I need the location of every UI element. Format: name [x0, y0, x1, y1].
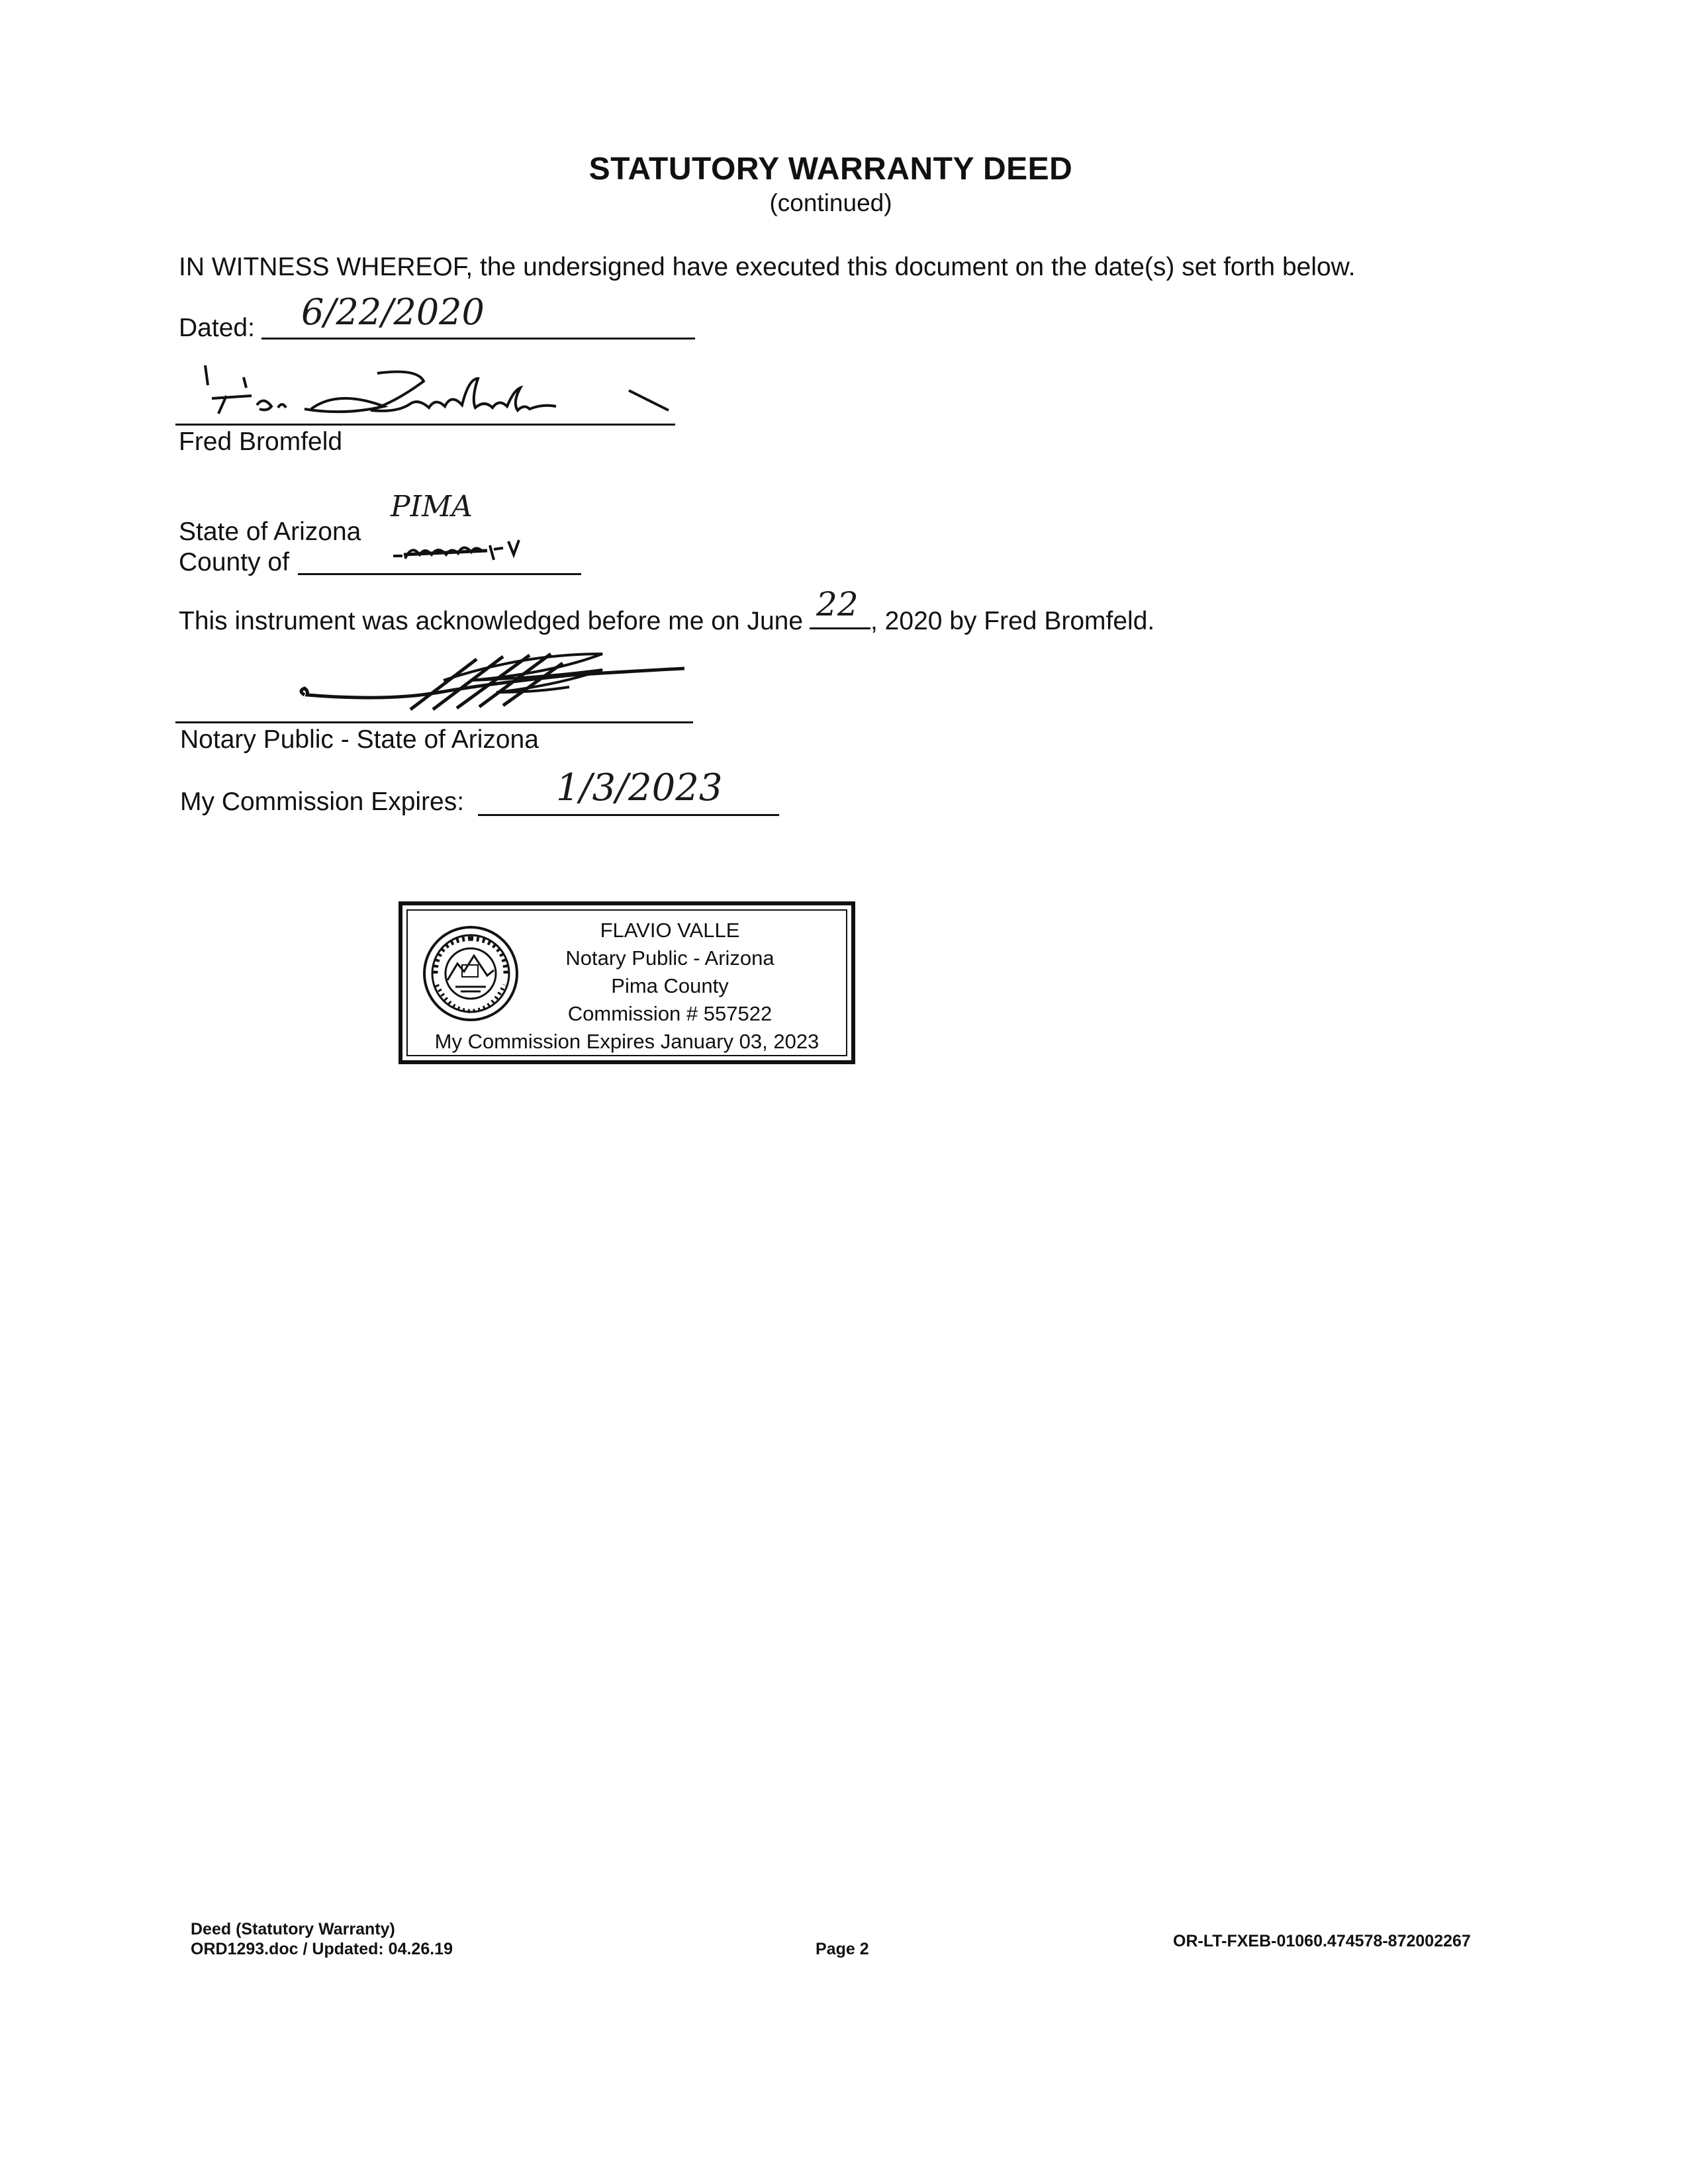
notary-signature-icon — [291, 641, 688, 720]
dated-handwritten: 6/22/2020 — [301, 291, 485, 333]
stamp-expiration: My Commission Expires January 03, 2023 — [434, 1030, 820, 1053]
county-handwritten: PIMA — [391, 490, 473, 523]
document-subtitle: (continued) — [769, 189, 892, 216]
commission-line — [478, 814, 779, 816]
acknowledgment-day-line — [810, 585, 870, 629]
signer-name: Fred Bromfeld — [179, 428, 343, 456]
witness-statement: IN WITNESS WHEREOF, the undersigned have executed this document on the date(s) set forth below. — [179, 253, 1356, 281]
notary-signature-line — [175, 721, 693, 723]
footer-left — [191, 1919, 453, 1959]
notary-stamp-inner-border — [406, 909, 847, 1056]
commission-label: My Commission Expires: — [180, 788, 465, 816]
dated-line — [261, 338, 695, 340]
county-line — [298, 573, 581, 575]
notary-title: Notary Public - State of Arizona — [180, 725, 539, 754]
footer-page-number: Page 2 — [816, 1940, 869, 1958]
commission-handwritten: 1/3/2023 — [556, 766, 723, 809]
footer-doc-ref: ORD1293.doc / Updated: 04.26.19 — [191, 1940, 453, 1958]
county-correction-scribble-icon — [391, 536, 530, 573]
notary-stamp — [399, 901, 855, 1064]
footer-doc-type: Deed (Statutory Warranty) — [191, 1920, 395, 1938]
county-label: County of — [179, 548, 289, 576]
acknowledgment-text — [179, 585, 1155, 636]
dated-label: Dated: — [179, 314, 255, 342]
state-label: State of Arizona — [179, 518, 361, 546]
acknowledgment-after: , 2020 by Fred Bromfeld. — [870, 607, 1155, 635]
stamp-commission-number: Commission # 557522 — [567, 1002, 773, 1025]
stamp-notary-name: FLAVIO VALLE — [600, 919, 740, 942]
acknowledgment-before: This instrument was acknowledged before me on June — [179, 607, 804, 635]
stamp-notary-title: Notary Public - Arizona — [565, 946, 774, 970]
acknowledgment-day-handwritten: 22 — [816, 585, 859, 623]
footer-order-id: OR-LT-FXEB-01060.474578-872002267 — [1173, 1932, 1471, 1950]
stamp-county: Pima County — [611, 974, 729, 997]
signer-signature-icon — [179, 357, 695, 430]
signature-line — [175, 424, 675, 426]
document-title: STATUTORY WARRANTY DEED — [588, 152, 1073, 187]
